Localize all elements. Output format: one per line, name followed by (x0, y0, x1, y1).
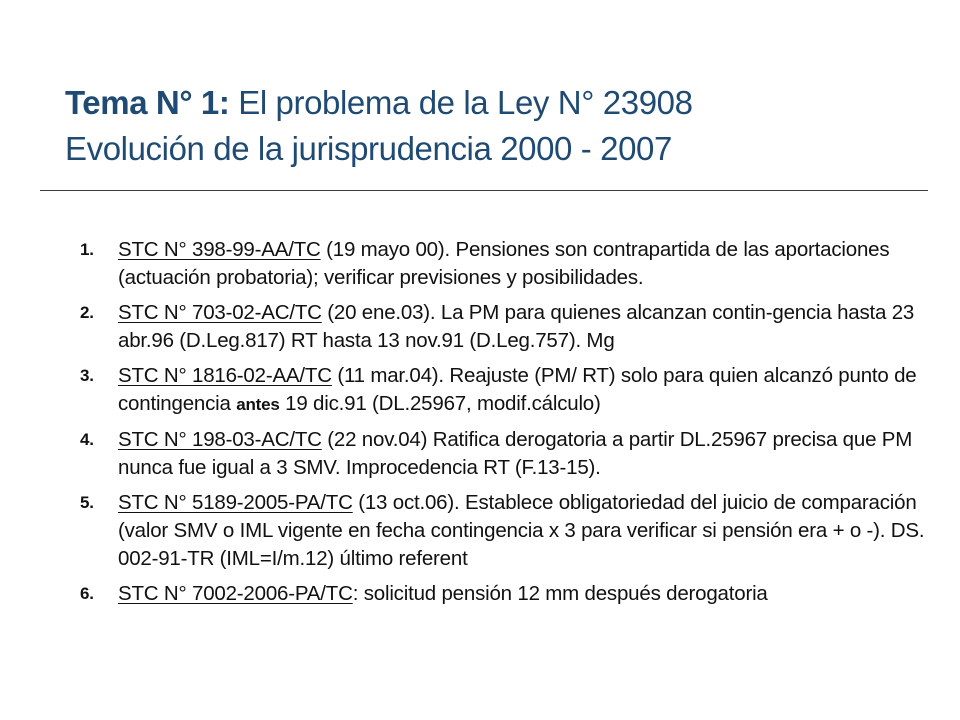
item-text: (20 ene.03). La PM para quienes alcanzan contin-gencia hasta 23 abr.96 (D.Leg.817) RT hasta 13 nov.91 (D.Leg.757). Mg (118, 301, 915, 352)
item-number: 6. (80, 584, 94, 603)
title-line1: El problema de la Ley N° 23908 (229, 84, 693, 121)
ruling-reference: STC N° 398-99-AA/TC (118, 238, 321, 261)
ruling-reference: STC N° 1816-02-AA/TC (118, 364, 332, 387)
item-text-end: 19 dic.91 (DL.25967, modif.cálculo) (279, 392, 601, 415)
item-text: (19 mayo 00). Pensiones son contrapartida de las aportaciones (actuación probatoria); verificar previsiones y posibilidades. (118, 238, 890, 289)
ruling-reference: STC N° 5189-2005-PA/TC (118, 491, 353, 514)
ruling-reference: STC N° 198-03-AC/TC (118, 428, 322, 451)
item-number: 3. (80, 366, 94, 385)
item-number: 1. (80, 240, 94, 259)
item-emphasis: antes (236, 395, 280, 414)
jurisprudence-list (80, 236, 930, 615)
title-label: Tema N° 1: (65, 84, 230, 121)
list-item-5 (80, 489, 930, 573)
item-number: 5. (80, 493, 94, 512)
slide-title (65, 80, 925, 172)
item-number: 4. (80, 430, 94, 449)
list-item-2 (80, 299, 930, 355)
list-item-3 (80, 362, 930, 419)
item-text: (13 oct.06). Establece obligatoriedad del juicio de comparación (valor SMV o IML vigente en fecha contingencia x 3 para verificar si pensión era + o -). DS. 002-91-TR (IML=I/m.12) último referent (118, 491, 925, 570)
item-text: (22 nov.04) Ratifica derogatoria a partir DL.25967 precisa que PM nunca fue igual a 3 SMV. Improcedencia RT (F.13-15). (118, 428, 913, 479)
list-item-1 (80, 236, 930, 292)
list-item-4 (80, 426, 930, 482)
title-divider (40, 190, 928, 191)
title-line2: Evolución de la jurisprudencia 2000 - 2007 (65, 130, 672, 167)
ruling-reference: STC N° 7002-2006-PA/TC (118, 582, 353, 605)
ruling-reference: STC N° 703-02-AC/TC (118, 301, 322, 324)
list-item-6 (80, 580, 930, 608)
item-text: : solicitud pensión 12 mm después derogatoria (352, 582, 768, 605)
item-number: 2. (80, 303, 94, 322)
item-text: (11 mar.04). Reajuste (PM/ RT) solo para quien alcanzó punto de contingencia (118, 364, 917, 415)
